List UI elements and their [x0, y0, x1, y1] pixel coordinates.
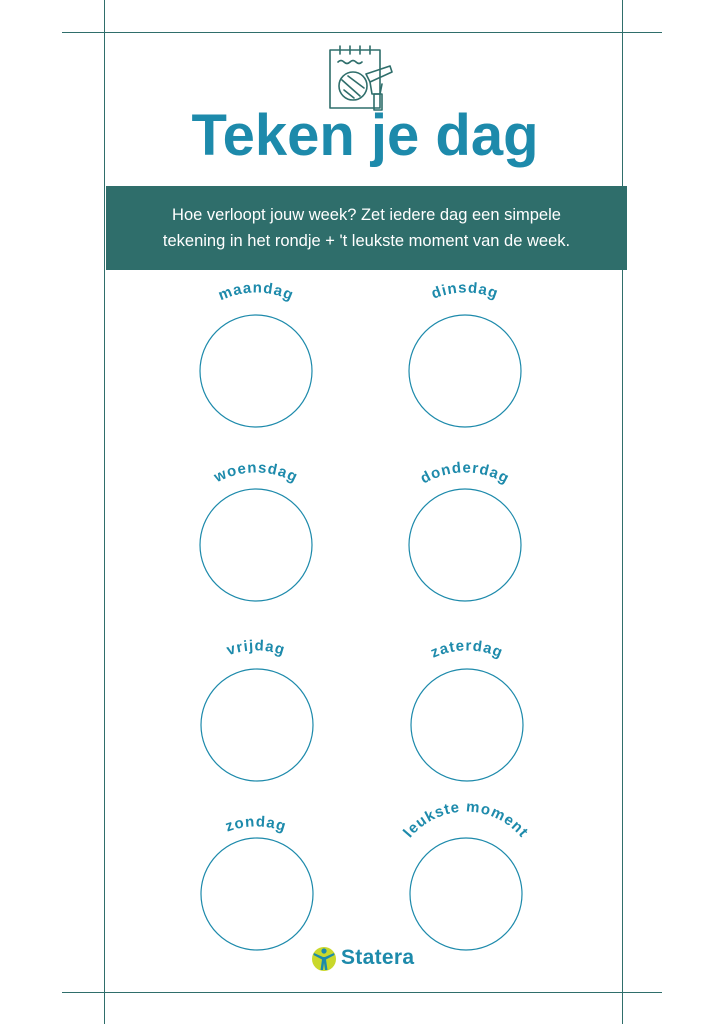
drawing-circle[interactable] [409, 489, 521, 601]
drawing-circle[interactable] [200, 315, 312, 427]
day-label: zaterdag [428, 637, 506, 662]
day-slot-donderdag [409, 459, 521, 601]
day-label: zondag [223, 813, 289, 836]
day-slot-maandag [200, 279, 312, 427]
drawing-circle[interactable] [409, 315, 521, 427]
day-slot-zaterdag [411, 637, 523, 781]
day-slot-vrijdag [201, 637, 313, 781]
day-slot-zondag [201, 813, 313, 950]
page-title: Teken je dag [191, 103, 539, 168]
day-slot-leukste-moment [400, 798, 532, 950]
day-slot-dinsdag [409, 279, 521, 427]
day-label: woensdag [211, 459, 301, 487]
drawing-circle[interactable] [200, 489, 312, 601]
drawing-circle[interactable] [201, 669, 313, 781]
drawing-circle[interactable] [201, 838, 313, 950]
day-label: maandag [215, 279, 297, 305]
instruction-line-1: Hoe verloopt jouw week? Zet iedere dag een simpele [172, 206, 561, 224]
drawing-circle[interactable] [411, 669, 523, 781]
instruction-line-2: tekening in het rondje + 't leukste moment van de week. [162, 232, 571, 250]
day-label: dinsdag [429, 279, 501, 303]
day-label: vrijdag [224, 637, 288, 660]
brand-name: Statera [341, 946, 415, 969]
day-label: donderdag [417, 459, 513, 488]
drawing-circle[interactable] [410, 838, 522, 950]
day-label: leukste moment [400, 798, 532, 842]
day-slot-woensdag [200, 459, 312, 601]
